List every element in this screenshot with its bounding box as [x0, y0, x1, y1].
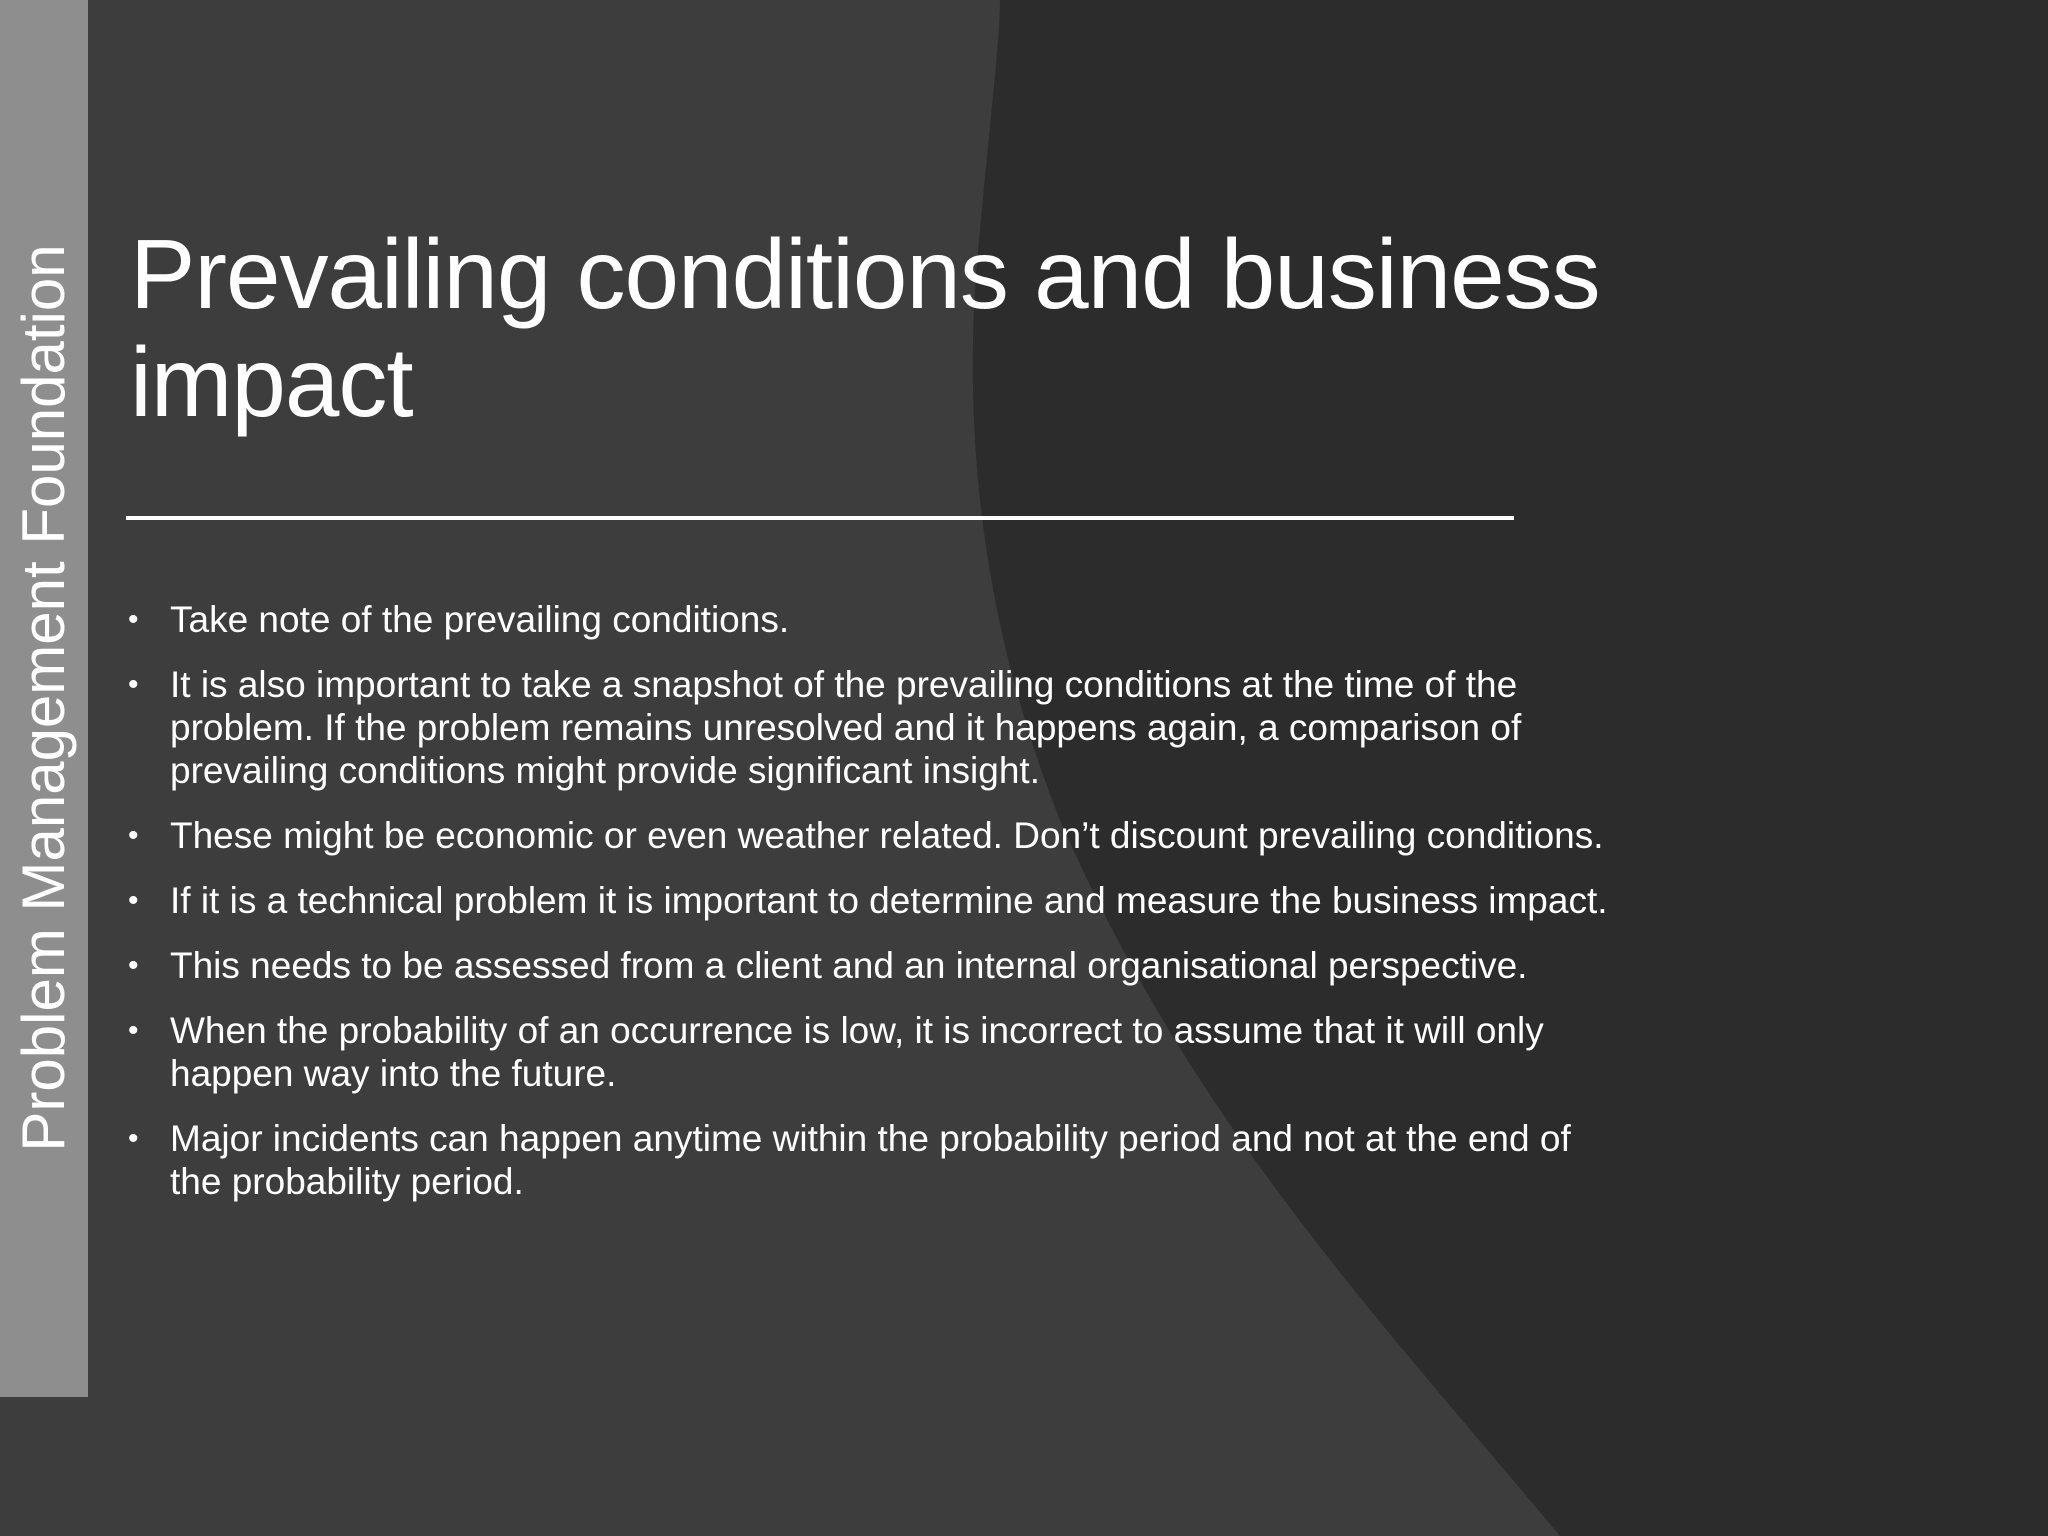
list-item: [126, 1117, 1626, 1203]
bullet-icon: •: [128, 603, 139, 636]
list-item: [126, 663, 1626, 792]
bullet-text: Major incidents can happen anytime within the probability period and not at the end of the probability period.: [170, 1118, 1571, 1202]
bullet-icon: •: [128, 1014, 139, 1047]
bullet-text: Take note of the prevailing conditions.: [170, 599, 790, 640]
bullet-icon: •: [128, 819, 139, 852]
bullet-icon: •: [128, 949, 139, 982]
bullet-icon: •: [128, 884, 139, 917]
bullet-text: When the probability of an occurrence is low, it is incorrect to assume that it will only happen way into the future.: [170, 1010, 1544, 1094]
side-band: [0, 0, 88, 1397]
list-item: [126, 1009, 1626, 1095]
title-divider: [126, 516, 1514, 520]
bullet-text: These might be economic or even weather related. Don’t discount prevailing conditions.: [170, 815, 1604, 856]
bullet-text: This needs to be assessed from a client and an internal organisational perspective.: [170, 945, 1528, 986]
bullet-list: [126, 598, 1626, 1225]
bullet-text: If it is a technical problem it is important to determine and measure the business impact.: [170, 880, 1608, 921]
bullet-text: It is also important to take a snapshot of the prevailing conditions at the time of the problem. If the problem remains unresolved and it happens again, a comparison of prevailing conditions might provide significant insight.: [170, 664, 1522, 791]
side-label: Problem Management Foundation: [10, 244, 77, 1152]
list-item: [126, 814, 1626, 857]
list-item: [126, 879, 1626, 922]
list-item: [126, 598, 1626, 641]
bullet-icon: •: [128, 1122, 139, 1155]
bullet-icon: •: [128, 668, 139, 701]
slide-title: Prevailing conditions and business impact: [130, 219, 1600, 437]
list-item: [126, 944, 1626, 987]
